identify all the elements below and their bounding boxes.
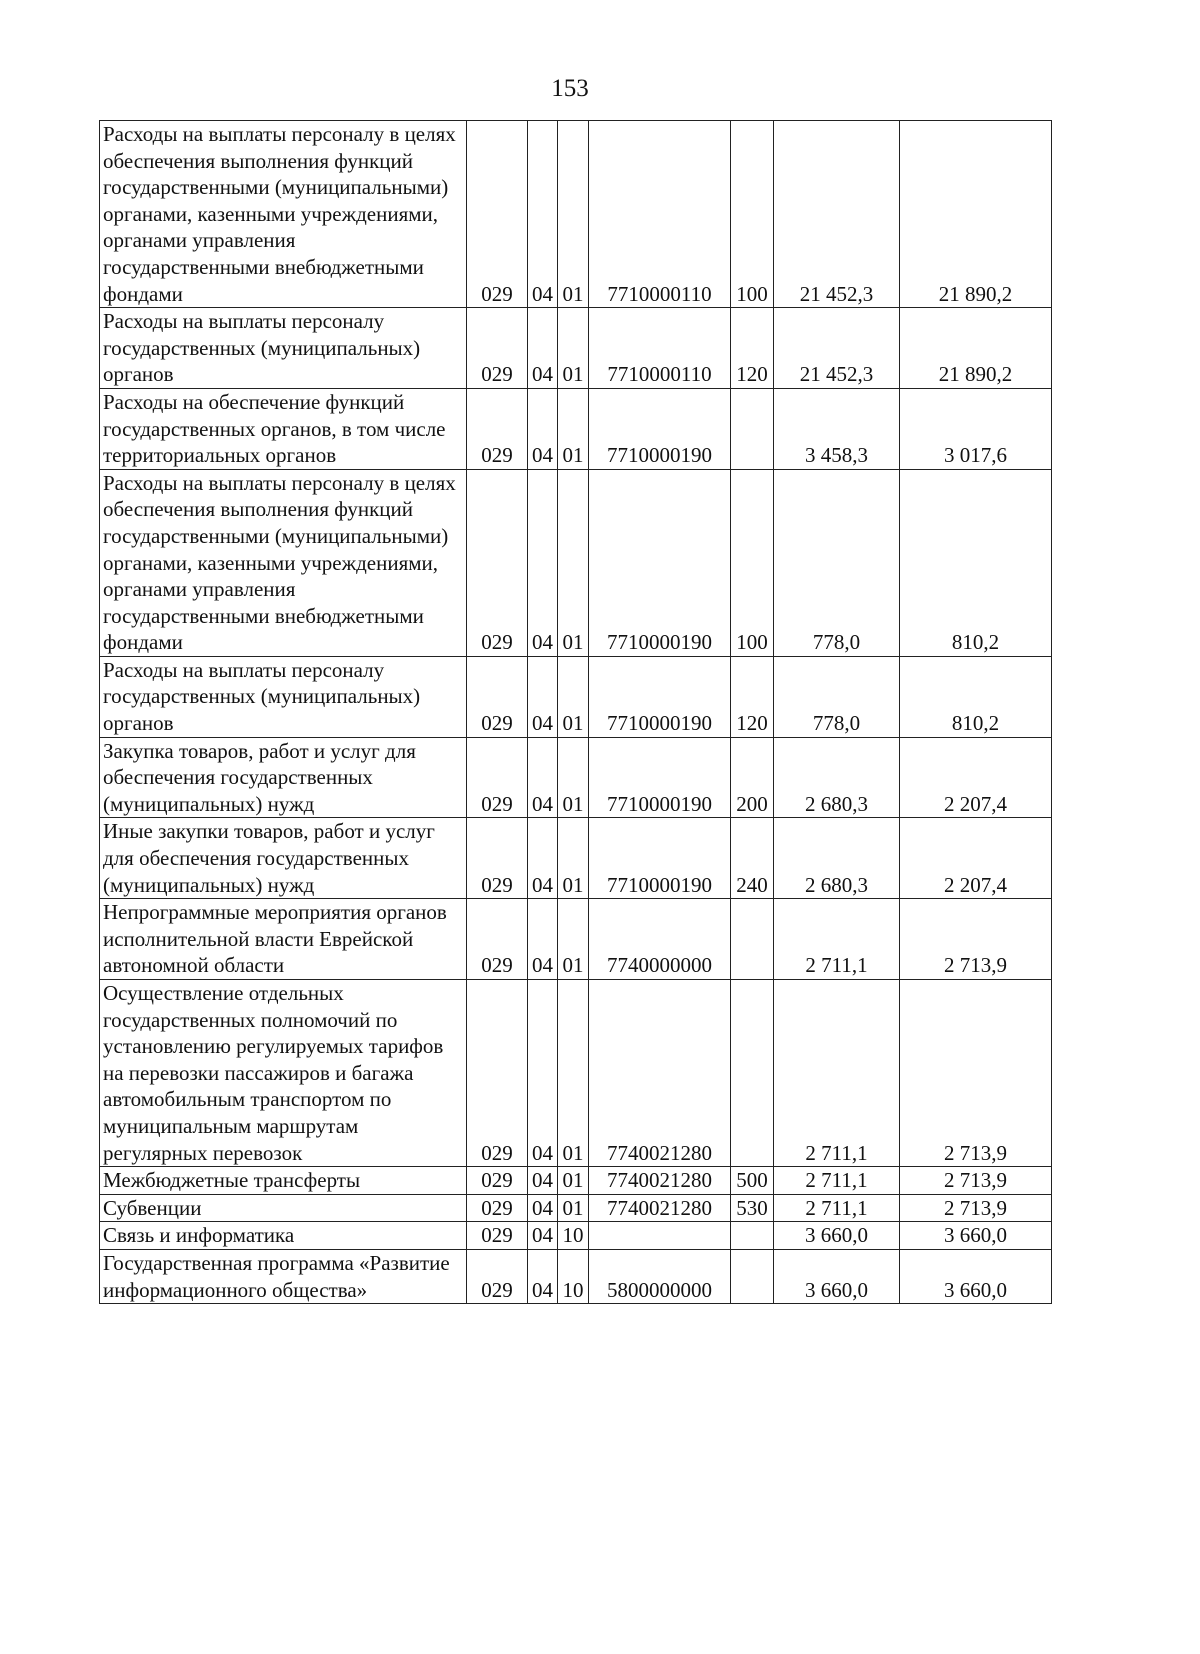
amount-year1-cell: 2 680,3 xyxy=(774,737,900,818)
expense-type-code-cell: 100 xyxy=(731,121,774,308)
subsection-code-cell: 01 xyxy=(558,980,589,1167)
amount-year1-cell: 21 452,3 xyxy=(774,121,900,308)
amount-year2-cell: 810,2 xyxy=(900,469,1052,656)
row-name-cell: Связь и информатика xyxy=(100,1222,467,1250)
table-row xyxy=(100,1222,1052,1250)
ministry-code-cell: 029 xyxy=(467,308,528,389)
subsection-code-cell: 01 xyxy=(558,818,589,899)
table-row xyxy=(100,121,1052,308)
target-item-code-cell: 7710000190 xyxy=(589,656,731,737)
section-code-cell: 04 xyxy=(528,388,558,469)
subsection-code-cell: 01 xyxy=(558,1194,589,1222)
target-item-code-cell: 7710000110 xyxy=(589,308,731,389)
amount-year2-cell: 2 713,9 xyxy=(900,899,1052,980)
table-row xyxy=(100,1249,1052,1303)
target-item-code-cell xyxy=(589,1222,731,1250)
expense-type-code-cell: 100 xyxy=(731,469,774,656)
ministry-code-cell: 029 xyxy=(467,469,528,656)
amount-year1-cell: 2 680,3 xyxy=(774,818,900,899)
amount-year1-cell: 2 711,1 xyxy=(774,980,900,1167)
row-name-cell: Межбюджетные трансферты xyxy=(100,1167,467,1195)
amount-year2-cell: 2 207,4 xyxy=(900,737,1052,818)
table-row xyxy=(100,1194,1052,1222)
table-body xyxy=(100,121,1052,1304)
section-code-cell: 04 xyxy=(528,737,558,818)
section-code-cell: 04 xyxy=(528,980,558,1167)
amount-year1-cell: 3 458,3 xyxy=(774,388,900,469)
ministry-code-cell: 029 xyxy=(467,1222,528,1250)
ministry-code-cell: 029 xyxy=(467,656,528,737)
ministry-code-cell: 029 xyxy=(467,1167,528,1195)
target-item-code-cell: 7740021280 xyxy=(589,1194,731,1222)
expense-type-code-cell xyxy=(731,980,774,1167)
section-code-cell: 04 xyxy=(528,469,558,656)
subsection-code-cell: 01 xyxy=(558,469,589,656)
expense-type-code-cell xyxy=(731,1249,774,1303)
section-code-cell: 04 xyxy=(528,121,558,308)
section-code-cell: 04 xyxy=(528,656,558,737)
row-name-cell: Расходы на выплаты персоналу государственных (муниципальных) органов xyxy=(100,656,467,737)
target-item-code-cell: 7740021280 xyxy=(589,980,731,1167)
subsection-code-cell: 01 xyxy=(558,1167,589,1195)
subsection-code-cell: 10 xyxy=(558,1222,589,1250)
row-name-cell: Непрограммные мероприятия органов исполнительной власти Еврейской автономной области xyxy=(100,899,467,980)
subsection-code-cell: 01 xyxy=(558,308,589,389)
ministry-code-cell: 029 xyxy=(467,388,528,469)
row-name-cell: Закупка товаров, работ и услуг для обеспечения государственных (муниципальных) нужд xyxy=(100,737,467,818)
expense-type-code-cell xyxy=(731,388,774,469)
subsection-code-cell: 10 xyxy=(558,1249,589,1303)
table-row xyxy=(100,388,1052,469)
section-code-cell: 04 xyxy=(528,899,558,980)
budget-table xyxy=(99,120,1052,1304)
amount-year2-cell: 810,2 xyxy=(900,656,1052,737)
table-row xyxy=(100,737,1052,818)
target-item-code-cell: 7710000190 xyxy=(589,737,731,818)
amount-year1-cell: 2 711,1 xyxy=(774,1167,900,1195)
amount-year1-cell: 2 711,1 xyxy=(774,899,900,980)
amount-year2-cell: 3 017,6 xyxy=(900,388,1052,469)
subsection-code-cell: 01 xyxy=(558,737,589,818)
amount-year2-cell: 2 713,9 xyxy=(900,980,1052,1167)
ministry-code-cell: 029 xyxy=(467,899,528,980)
expense-type-code-cell: 240 xyxy=(731,818,774,899)
section-code-cell: 04 xyxy=(528,1249,558,1303)
table-row xyxy=(100,308,1052,389)
table-row xyxy=(100,980,1052,1167)
row-name-cell: Иные закупки товаров, работ и услуг для обеспечения государственных (муниципальных) нужд xyxy=(100,818,467,899)
section-code-cell: 04 xyxy=(528,308,558,389)
amount-year2-cell: 2 713,9 xyxy=(900,1167,1052,1195)
expense-type-code-cell: 500 xyxy=(731,1167,774,1195)
row-name-cell: Осуществление отдельных государственных полномочий по установлению регулируемых тарифов на перевозки пассажиров и багажа автомобильным транспортом по муниципальным маршрутам регулярных перевозок xyxy=(100,980,467,1167)
page-number: 153 xyxy=(551,75,589,102)
section-code-cell: 04 xyxy=(528,1194,558,1222)
amount-year2-cell: 2 713,9 xyxy=(900,1194,1052,1222)
section-code-cell: 04 xyxy=(528,1167,558,1195)
table-row xyxy=(100,818,1052,899)
target-item-code-cell: 7710000190 xyxy=(589,469,731,656)
ministry-code-cell: 029 xyxy=(467,1194,528,1222)
row-name-cell: Расходы на выплаты персоналу в целях обеспечения выполнения функций государственными (муниципальными) органами, казенными учреждениями, органами управления государственными внебюджетными фондами xyxy=(100,469,467,656)
ministry-code-cell: 029 xyxy=(467,980,528,1167)
expense-type-code-cell xyxy=(731,1222,774,1250)
row-name-cell: Государственная программа «Развитие информационного общества» xyxy=(100,1249,467,1303)
expense-type-code-cell xyxy=(731,899,774,980)
target-item-code-cell: 7740000000 xyxy=(589,899,731,980)
ministry-code-cell: 029 xyxy=(467,818,528,899)
ministry-code-cell: 029 xyxy=(467,1249,528,1303)
table-row xyxy=(100,469,1052,656)
amount-year2-cell: 2 207,4 xyxy=(900,818,1052,899)
target-item-code-cell: 7740021280 xyxy=(589,1167,731,1195)
table-row xyxy=(100,1167,1052,1195)
row-name-cell: Расходы на обеспечение функций государственных органов, в том числе территориальных органов xyxy=(100,388,467,469)
amount-year1-cell: 3 660,0 xyxy=(774,1249,900,1303)
section-code-cell: 04 xyxy=(528,1222,558,1250)
expense-type-code-cell: 200 xyxy=(731,737,774,818)
expense-type-code-cell: 120 xyxy=(731,308,774,389)
target-item-code-cell: 5800000000 xyxy=(589,1249,731,1303)
target-item-code-cell: 7710000190 xyxy=(589,388,731,469)
subsection-code-cell: 01 xyxy=(558,656,589,737)
amount-year1-cell: 778,0 xyxy=(774,656,900,737)
amount-year1-cell: 21 452,3 xyxy=(774,308,900,389)
subsection-code-cell: 01 xyxy=(558,388,589,469)
amount-year1-cell: 3 660,0 xyxy=(774,1222,900,1250)
row-name-cell: Расходы на выплаты персоналу государственных (муниципальных) органов xyxy=(100,308,467,389)
amount-year2-cell: 21 890,2 xyxy=(900,308,1052,389)
expense-type-code-cell: 530 xyxy=(731,1194,774,1222)
amount-year2-cell: 3 660,0 xyxy=(900,1249,1052,1303)
amount-year2-cell: 3 660,0 xyxy=(900,1222,1052,1250)
subsection-code-cell: 01 xyxy=(558,899,589,980)
target-item-code-cell: 7710000190 xyxy=(589,818,731,899)
row-name-cell: Расходы на выплаты персоналу в целях обеспечения выполнения функций государственными (муниципальными) органами, казенными учреждениями, органами управления государственными внебюджетными фондами xyxy=(100,121,467,308)
amount-year1-cell: 778,0 xyxy=(774,469,900,656)
ministry-code-cell: 029 xyxy=(467,121,528,308)
table-row xyxy=(100,899,1052,980)
ministry-code-cell: 029 xyxy=(467,737,528,818)
expense-type-code-cell: 120 xyxy=(731,656,774,737)
table-row xyxy=(100,656,1052,737)
amount-year1-cell: 2 711,1 xyxy=(774,1194,900,1222)
subsection-code-cell: 01 xyxy=(558,121,589,308)
section-code-cell: 04 xyxy=(528,818,558,899)
target-item-code-cell: 7710000110 xyxy=(589,121,731,308)
amount-year2-cell: 21 890,2 xyxy=(900,121,1052,308)
row-name-cell: Субвенции xyxy=(100,1194,467,1222)
